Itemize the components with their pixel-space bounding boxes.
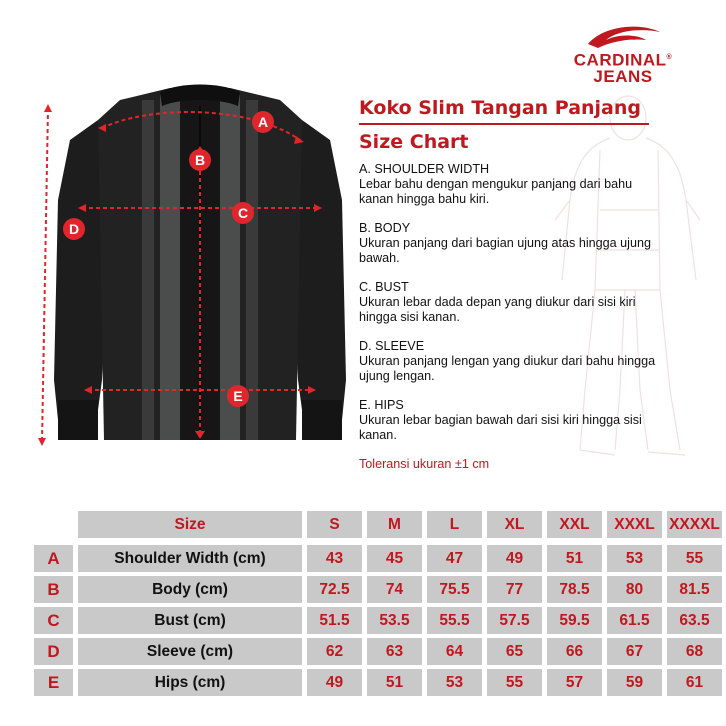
definition-body: Ukuran lebar bagian bawah dari sisi kiri hingga sisi kanan.	[359, 413, 642, 442]
definition-body: Ukuran panjang lengan yang diukur dari bahu hingga ujung lengan.	[359, 354, 656, 383]
svg-text:C: C	[237, 205, 249, 221]
brand-logo	[548, 22, 698, 86]
table-cell: 80	[607, 576, 662, 603]
table-cell: 57	[547, 669, 602, 696]
table-cell: 68	[667, 638, 722, 665]
size-chart-heading: Size Chart	[359, 131, 469, 153]
size-col-header: L	[427, 511, 482, 538]
marker-a	[252, 111, 274, 133]
definition-head: E. HIPS	[359, 398, 404, 412]
table-cell: 59	[607, 669, 662, 696]
table-cell: 61	[667, 669, 722, 696]
table-cell: 61.5	[607, 607, 662, 634]
table-cell: 72.5	[307, 576, 362, 603]
table-cell: 45	[367, 545, 422, 572]
row-label: Bust (cm)	[78, 607, 302, 634]
size-col-header: S	[307, 511, 362, 538]
row-label: Hips (cm)	[78, 669, 302, 696]
row-letter: C	[34, 607, 73, 634]
table-cell: 51	[367, 669, 422, 696]
row-letter: D	[34, 638, 73, 665]
table-cell: 63.5	[667, 607, 722, 634]
svg-text:D: D	[68, 221, 80, 237]
tolerance-note: Toleransi ukuran ±1 cm	[359, 457, 490, 471]
table-cell: 53	[607, 545, 662, 572]
row-letter: B	[34, 576, 73, 603]
table-cell: 49	[307, 669, 362, 696]
table-cell: 55	[667, 545, 722, 572]
marker-b	[189, 149, 211, 171]
svg-text:A: A	[257, 114, 269, 130]
definition-hips	[359, 398, 689, 443]
table-cell: 66	[547, 638, 602, 665]
definition-head: A. SHOULDER WIDTH	[359, 162, 490, 176]
title-divider	[359, 123, 649, 125]
definition-head: C. BUST	[359, 280, 409, 294]
row-label: Body (cm)	[78, 576, 302, 603]
marker-c	[232, 202, 254, 224]
definition-body-length	[359, 221, 689, 266]
table-cell: 78.5	[547, 576, 602, 603]
row-letter: A	[34, 545, 73, 572]
table-cell: 65	[487, 638, 542, 665]
row-label: Shoulder Width (cm)	[78, 545, 302, 572]
table-cell: 53.5	[367, 607, 422, 634]
table-cell: 55	[487, 669, 542, 696]
size-chart-info-panel	[359, 96, 689, 471]
bird-emblem-icon	[548, 22, 698, 52]
table-cell: 49	[487, 545, 542, 572]
size-col-header: XXXXL	[667, 511, 722, 538]
svg-text:B: B	[194, 152, 206, 168]
definition-head: D. SLEEVE	[359, 339, 425, 353]
definition-sleeve	[359, 339, 689, 384]
table-cell: 51	[547, 545, 602, 572]
size-col-header: XL	[487, 511, 542, 538]
shirt-illustration	[30, 80, 370, 450]
definition-body: Ukuran lebar dada depan yang diukur dari sisi kiri hingga sisi kanan.	[359, 295, 636, 324]
table-cell: 51.5	[307, 607, 362, 634]
table-cell: 77	[487, 576, 542, 603]
definition-body: Lebar bahu dengan mengukur panjang dari bahu kanan hingga bahu kiri.	[359, 177, 633, 206]
table-cell: 47	[427, 545, 482, 572]
product-title: Koko Slim Tangan Panjang	[359, 97, 642, 119]
table-cell: 67	[607, 638, 662, 665]
definition-bust	[359, 280, 689, 325]
table-cell: 53	[427, 669, 482, 696]
size-col-header: M	[367, 511, 422, 538]
brand-name-line1: CARDINAL®	[573, 50, 673, 70]
table-cell: 59.5	[547, 607, 602, 634]
table-cell: 75.5	[427, 576, 482, 603]
brand-name-line2: JEANS	[593, 66, 653, 86]
row-letter: E	[34, 669, 73, 696]
table-cell: 62	[307, 638, 362, 665]
table-cell: 55.5	[427, 607, 482, 634]
table-cell: 57.5	[487, 607, 542, 634]
definition-head: B. BODY	[359, 221, 411, 235]
table-cell: 64	[427, 638, 482, 665]
table-cell: 81.5	[667, 576, 722, 603]
definition-body: Ukuran panjang dari bagian ujung atas hingga ujung bawah.	[359, 236, 651, 265]
size-header-cell: Size	[78, 511, 302, 538]
definition-shoulder-width	[359, 162, 689, 207]
svg-text:E: E	[233, 388, 243, 404]
size-col-header: XXXL	[607, 511, 662, 538]
marker-d	[63, 218, 85, 240]
definitions-list	[359, 162, 689, 443]
size-col-header: XXL	[547, 511, 602, 538]
row-label: Sleeve (cm)	[78, 638, 302, 665]
table-cell: 63	[367, 638, 422, 665]
marker-e	[227, 385, 249, 407]
table-cell: 43	[307, 545, 362, 572]
table-cell: 74	[367, 576, 422, 603]
